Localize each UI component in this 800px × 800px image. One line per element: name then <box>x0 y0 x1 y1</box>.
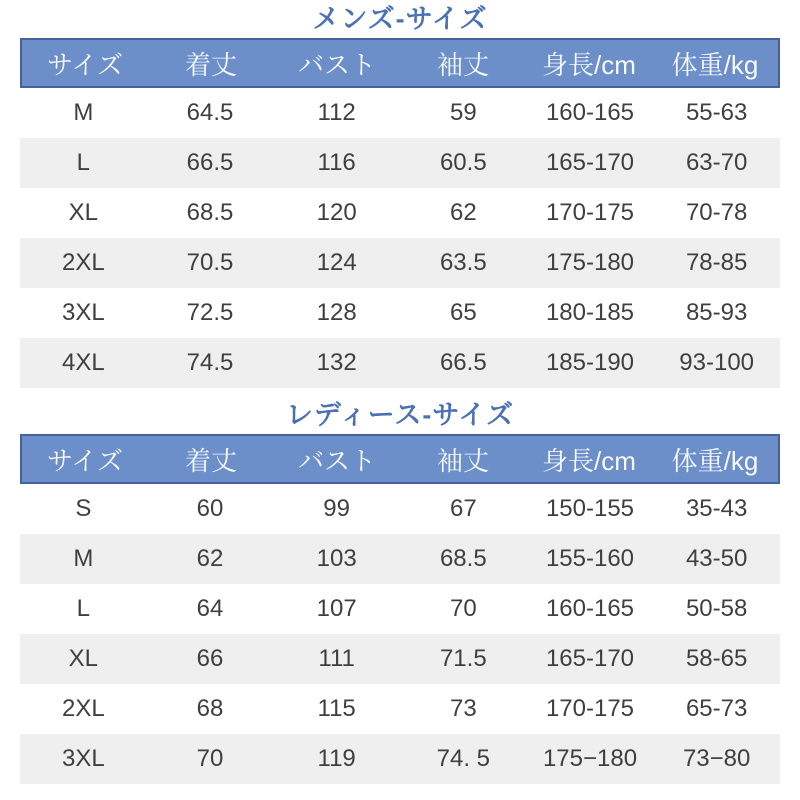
column-header: 着丈 <box>184 49 237 80</box>
table-cell: 70 <box>449 595 477 622</box>
column-header: バスト <box>297 49 376 80</box>
ladies-size-section <box>0 398 800 784</box>
table-cell: 43-50 <box>685 545 748 572</box>
table-cell: 132 <box>316 349 357 376</box>
table-cell: 111 <box>318 645 355 672</box>
table-cell: 70 <box>196 745 224 772</box>
table-row <box>20 534 780 584</box>
table-cell: 124 <box>316 249 357 276</box>
table-cell: 180-185 <box>545 299 635 326</box>
table-cell: XL <box>68 199 98 226</box>
column-header: バスト <box>297 445 376 476</box>
table-cell: 103 <box>316 545 357 572</box>
table-cell: 160-165 <box>545 99 635 126</box>
table-cell: L <box>76 595 90 622</box>
table-row <box>20 338 780 388</box>
table-cell: 165-170 <box>545 645 635 672</box>
table-cell: 3XL <box>61 299 105 326</box>
table-cell: 62 <box>196 545 224 572</box>
column-header: サイズ <box>47 49 123 80</box>
table-cell: 68.5 <box>439 545 487 572</box>
table-cell: 115 <box>317 695 356 722</box>
table-cell: 78-85 <box>685 249 748 276</box>
table-cell: 68 <box>196 695 224 722</box>
column-header: 体重/kg <box>671 445 759 476</box>
table-cell: 50-58 <box>685 595 748 622</box>
table-cell: 170-175 <box>545 695 635 722</box>
table-cell: 66.5 <box>186 149 234 176</box>
table-cell: M <box>73 99 94 126</box>
table-row <box>20 288 780 338</box>
column-header: 着丈 <box>184 445 237 476</box>
column-header: 袖丈 <box>436 445 489 476</box>
table-row <box>20 484 780 534</box>
table-cell: 185-190 <box>545 349 635 376</box>
column-header: 体重/kg <box>671 49 759 80</box>
table-cell: 165-170 <box>545 149 635 176</box>
table-cell: 116 <box>317 149 356 176</box>
table-cell: 35-43 <box>685 495 748 522</box>
table-cell: 73−80 <box>682 745 751 772</box>
table-cell: 66 <box>196 645 224 672</box>
table-cell: 175-180 <box>545 249 635 276</box>
table-cell: 71.5 <box>439 645 487 672</box>
table-cell: 65-73 <box>685 695 748 722</box>
column-header: 袖丈 <box>436 49 489 80</box>
ladies-table-body <box>20 484 780 784</box>
table-cell: 70.5 <box>186 249 234 276</box>
table-cell: 112 <box>317 99 356 126</box>
ladies-table-header-row <box>20 434 780 484</box>
table-cell: 70-78 <box>685 199 748 226</box>
mens-table-header-row <box>20 38 780 88</box>
table-cell: 63-70 <box>685 149 748 176</box>
table-cell: 72.5 <box>186 299 234 326</box>
table-cell: 175−180 <box>542 745 638 772</box>
table-cell: 170-175 <box>545 199 635 226</box>
table-cell: 85-93 <box>685 299 748 326</box>
table-cell: 68.5 <box>186 199 234 226</box>
table-cell: 120 <box>316 199 357 226</box>
table-cell: 63.5 <box>439 249 487 276</box>
table-cell: 59 <box>449 99 477 126</box>
table-row <box>20 584 780 634</box>
table-cell: 58-65 <box>685 645 748 672</box>
table-cell: 99 <box>323 495 350 522</box>
table-cell: 93-100 <box>679 349 755 376</box>
ladies-size-title: レディース-サイズ <box>285 400 515 430</box>
column-header: 身長/cm <box>542 445 636 476</box>
table-cell: M <box>73 545 94 572</box>
table-cell: 65 <box>449 299 477 326</box>
table-cell: XL <box>68 645 98 672</box>
table-cell: 119 <box>317 745 356 772</box>
column-header: 身長/cm <box>542 49 636 80</box>
ladies-size-table <box>20 434 780 784</box>
table-cell: 107 <box>316 595 357 622</box>
table-cell: 66.5 <box>439 349 487 376</box>
mens-size-section <box>0 2 800 388</box>
table-cell: 2XL <box>61 249 105 276</box>
table-row <box>20 684 780 734</box>
table-cell: 73 <box>449 695 477 722</box>
table-row <box>20 634 780 684</box>
table-cell: 2XL <box>61 695 105 722</box>
table-cell: 64.5 <box>186 99 234 126</box>
table-cell: 155-160 <box>545 545 635 572</box>
mens-table-body <box>20 88 780 388</box>
table-cell: 64 <box>196 595 224 622</box>
column-header: サイズ <box>47 445 123 476</box>
table-cell: 74. 5 <box>436 745 491 772</box>
table-row <box>20 238 780 288</box>
table-cell: 4XL <box>61 349 105 376</box>
table-row <box>20 734 780 784</box>
table-cell: 128 <box>316 299 357 326</box>
table-cell: 55-63 <box>685 99 748 126</box>
table-cell: 74.5 <box>186 349 234 376</box>
table-cell: 60 <box>196 495 224 522</box>
table-cell: 67 <box>449 495 477 522</box>
mens-size-table <box>20 38 780 388</box>
table-cell: L <box>76 149 90 176</box>
table-cell: 62 <box>449 199 477 226</box>
table-row <box>20 138 780 188</box>
table-cell: 60.5 <box>439 149 487 176</box>
table-row <box>20 88 780 138</box>
mens-size-title: メンズ-サイズ <box>312 4 488 34</box>
table-cell: 150-155 <box>545 495 635 522</box>
table-row <box>20 188 780 238</box>
table-cell: S <box>75 495 92 522</box>
table-cell: 160-165 <box>545 595 635 622</box>
table-cell: 3XL <box>61 745 105 772</box>
